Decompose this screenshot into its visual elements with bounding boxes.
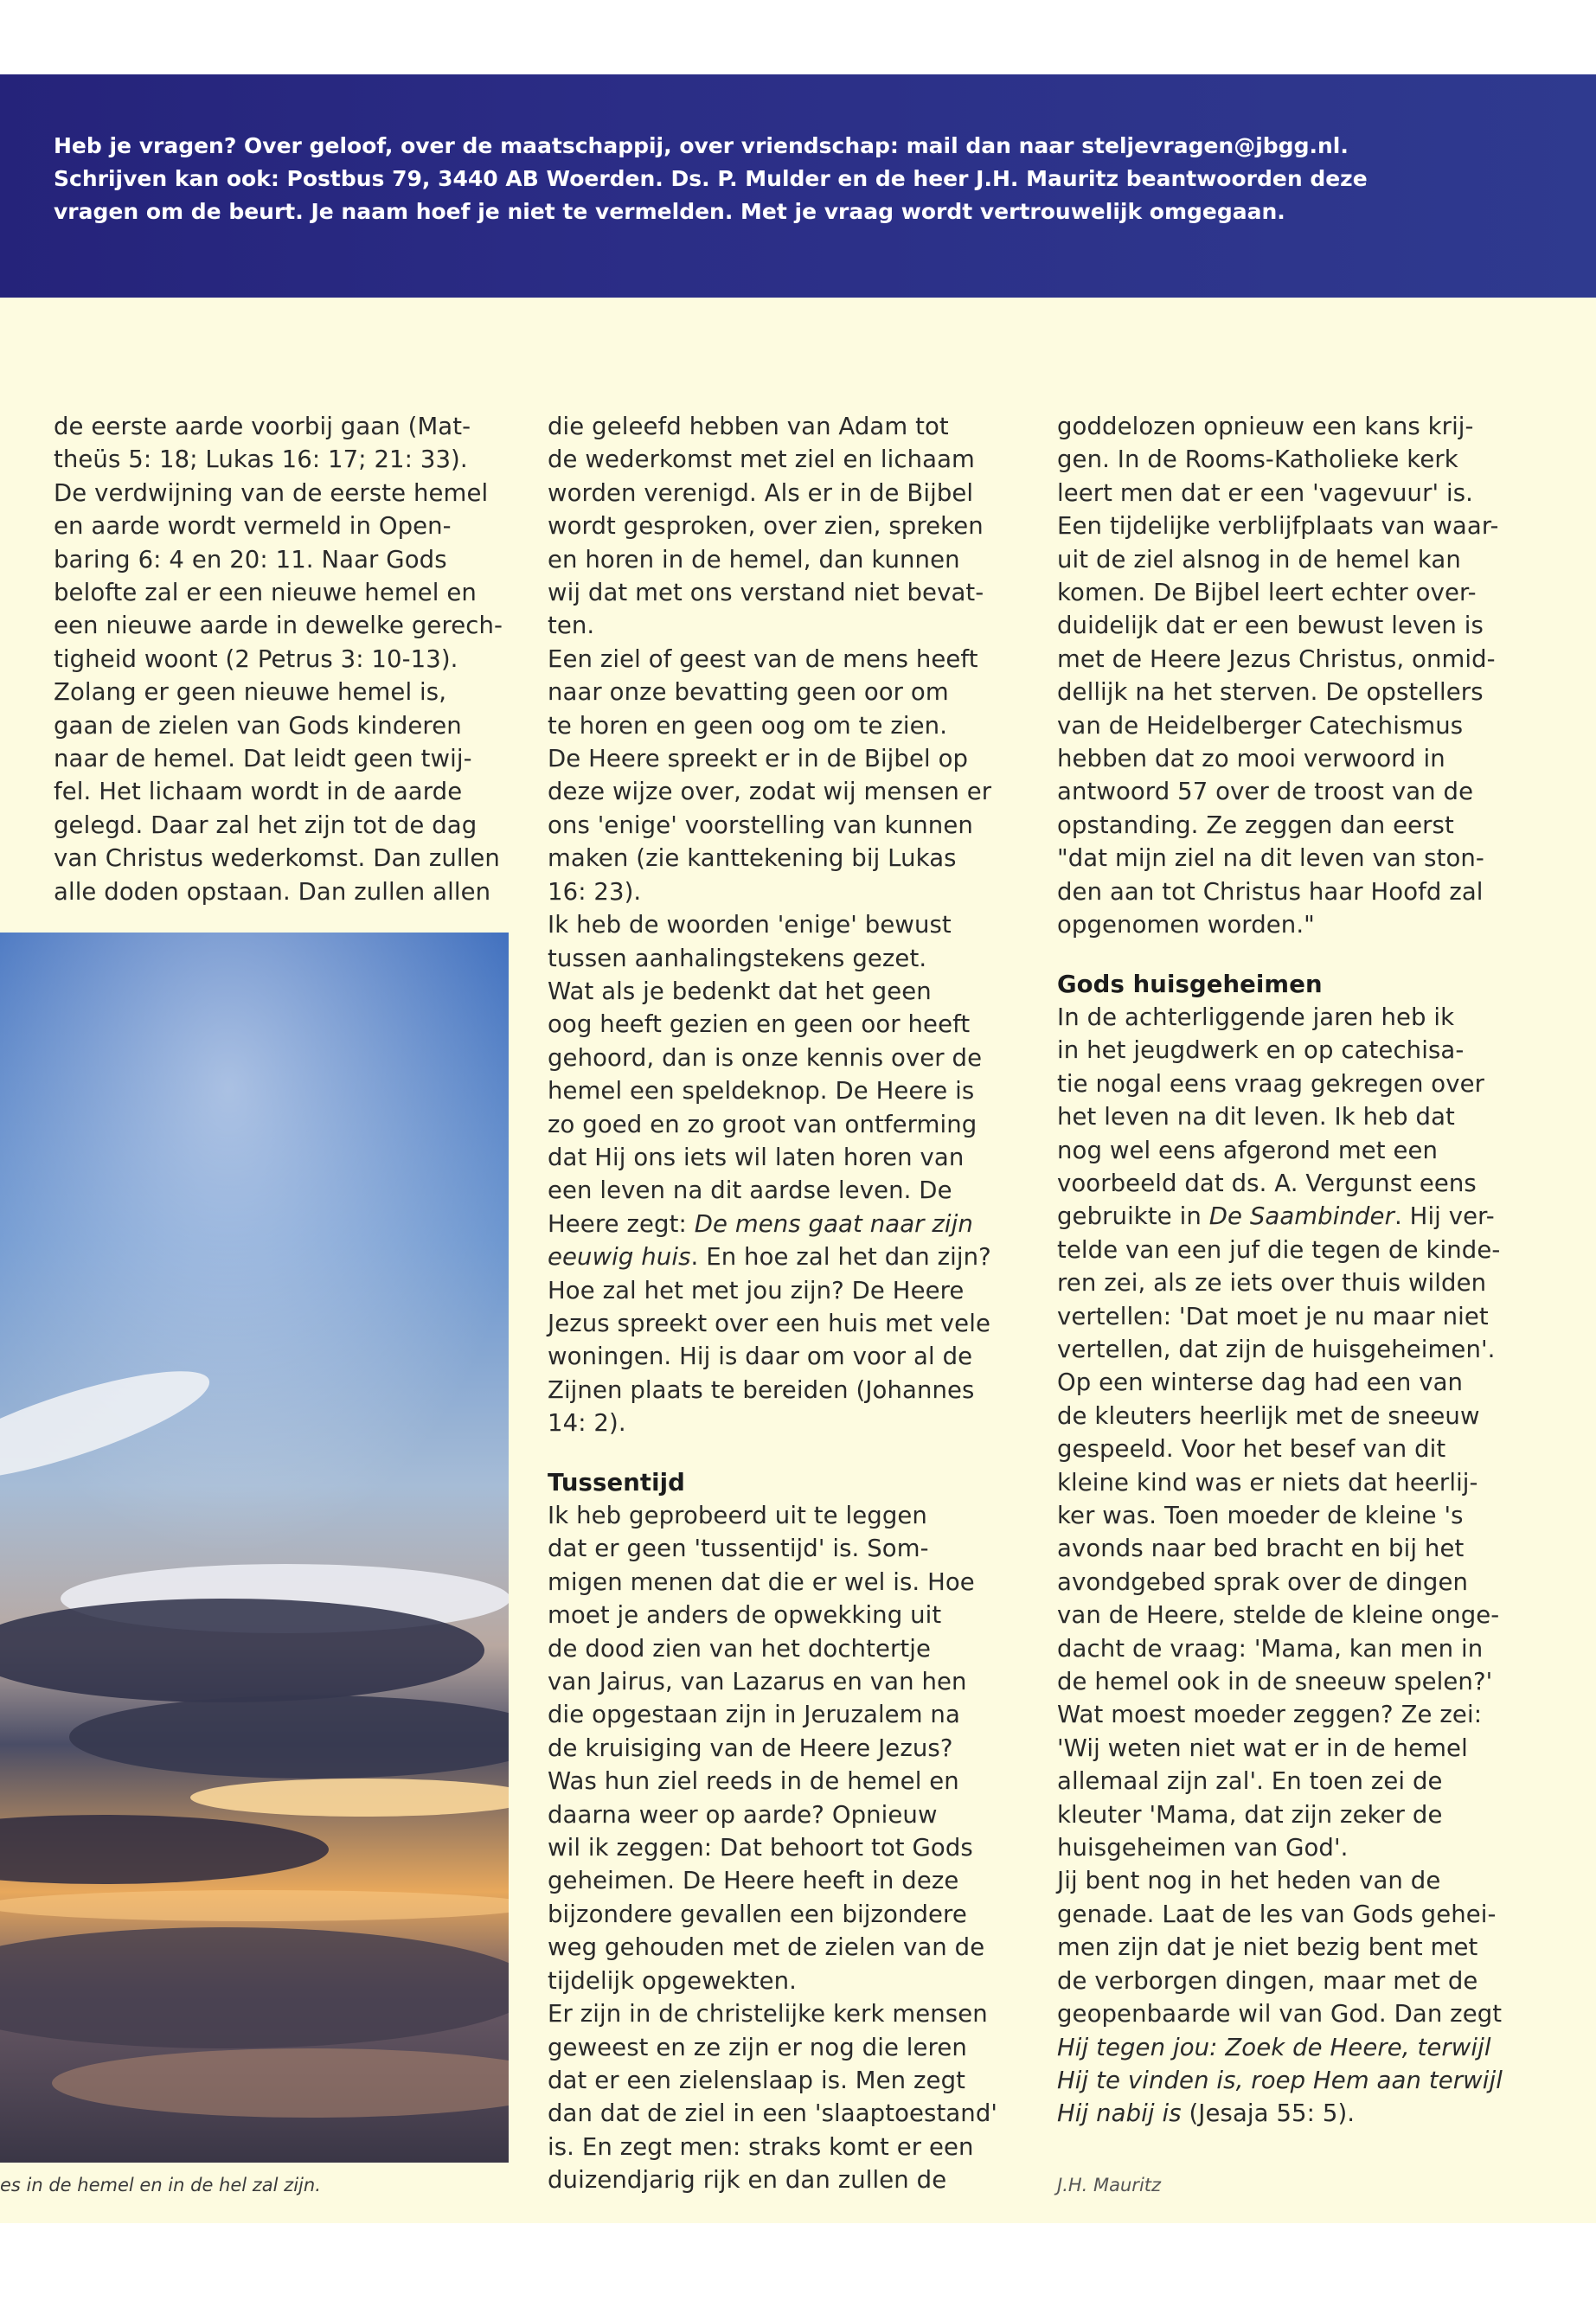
text-line: ker was. Toen moeder de kleine 's bbox=[1057, 1502, 1464, 1529]
text-line: huisgeheimen van God'. bbox=[1057, 1834, 1349, 1862]
sky-clouds-image bbox=[0, 933, 509, 2163]
text-line: wordt gesproken, over zien, spreken bbox=[548, 512, 984, 541]
text-line: wil ik zeggen: Dat behoort tot Gods bbox=[548, 1834, 973, 1862]
text-line: ren zei, als ze iets over thuis wilden bbox=[1057, 1269, 1487, 1298]
text-line: een leven na dit aardse leven. De bbox=[548, 1176, 952, 1205]
column-2 bbox=[548, 410, 997, 2197]
text-line: Wat als je bedenkt dat het geen bbox=[548, 977, 932, 1005]
header-line: vragen om de beurt. Je naam hoef je niet te vermelden. Met je vraag wordt vertrouwelijk omgegaan. bbox=[54, 199, 1285, 224]
text-line: allemaal zijn zal'. En toen zei de bbox=[1057, 1767, 1443, 1796]
text-line: Op een winterse dag had een van bbox=[1057, 1368, 1464, 1397]
text-line: de hemel ook in de sneeuw spelen?' bbox=[1057, 1668, 1493, 1696]
text-line: uit de ziel alsnog in de hemel kan bbox=[1057, 545, 1461, 574]
text-line: en horen in de hemel, dan kunnen bbox=[548, 545, 960, 574]
text-line: woningen. Hij is daar om voor al de bbox=[548, 1343, 973, 1371]
text-line bbox=[1057, 2097, 1503, 2130]
text-line: de eerste aarde voorbij gaan (Mat- bbox=[54, 413, 471, 440]
text-line: van Jairus, van Lazarus en van hen bbox=[548, 1668, 967, 1696]
text-line: in het jeugdwerk en op catechisa- bbox=[1057, 1036, 1465, 1065]
quote-italic: Hij tegen jou: Zoek de Heere, terwijl bbox=[1057, 2033, 1491, 2061]
text-line: genade. Laat de les van Gods gehei- bbox=[1057, 1900, 1497, 1928]
text-line: gelegd. Daar zal het zijn tot de dag bbox=[54, 811, 478, 839]
text-line: 'Wij weten niet wat er in de hemel bbox=[1057, 1734, 1468, 1762]
text-line: Was hun ziel reeds in de hemel en bbox=[548, 1767, 959, 1796]
text-line bbox=[548, 1240, 997, 1273]
text-line: duidelijk dat er een bewust leven is bbox=[1057, 612, 1484, 640]
text-line: hemel een speldeknop. De Heere is bbox=[548, 1077, 975, 1106]
text-line bbox=[1057, 1200, 1503, 1233]
text-line: den aan tot Christus haar Hoofd zal bbox=[1057, 877, 1484, 906]
text-line: is. En zegt men: straks komt er een bbox=[548, 2132, 974, 2161]
text-line: komen. De Bijbel leert echter over- bbox=[1057, 579, 1477, 607]
text-line: te horen en geen oog om te zien. bbox=[548, 711, 948, 740]
text-line: Wat moest moeder zeggen? Ze zei: bbox=[1057, 1701, 1483, 1729]
text-line: belofte zal er een nieuwe hemel en bbox=[54, 579, 477, 607]
quote-italic: Hij te vinden is, roep Hem aan terwijl bbox=[1057, 2066, 1503, 2094]
text-line: migen menen dat die er wel is. Hoe bbox=[548, 1567, 975, 1596]
text-run: . Hij ver- bbox=[1394, 1202, 1495, 1231]
text-line: tigheid woont (2 Petrus 3: 10-13). bbox=[54, 644, 458, 673]
text-line: men zijn dat je niet bezig bent met bbox=[1057, 1933, 1478, 1962]
quote-italic: De mens gaat naar zijn bbox=[694, 1209, 973, 1238]
text-line: hebben dat zo mooi verwoord in bbox=[1057, 745, 1445, 773]
text-line: ten. bbox=[548, 612, 595, 640]
text-line: duizendjarig rijk en dan zullen de bbox=[548, 2166, 947, 2195]
text-run: gebruikte in bbox=[1057, 1202, 1209, 1231]
text-line: dacht de vraag: 'Mama, kan men in bbox=[1057, 1634, 1484, 1663]
column-1 bbox=[54, 410, 503, 908]
text-line: Zolang er geen nieuwe hemel is, bbox=[54, 678, 447, 707]
quote-italic: eeuwig huis bbox=[548, 1243, 691, 1272]
text-line: zo goed en zo groot van ontferming bbox=[548, 1110, 977, 1138]
text-line: "dat mijn ziel na dit leven van ston- bbox=[1057, 844, 1484, 873]
text-line: met de Heere Jezus Christus, onmid- bbox=[1057, 644, 1496, 673]
text-line: opstanding. Ze zeggen dan eerst bbox=[1057, 811, 1454, 839]
text-line: dat er geen 'tussentijd' is. Som- bbox=[548, 1535, 929, 1563]
text-run: (Jesaja 55: 5). bbox=[1181, 2099, 1356, 2128]
text-line: moet je anders de opwekking uit bbox=[548, 1601, 942, 1630]
scripture-quote-italic bbox=[1057, 2031, 1503, 2064]
text-line: avondgebed sprak over de dingen bbox=[1057, 1567, 1469, 1596]
text-line: daarna weer op aarde? Opnieuw bbox=[548, 1800, 938, 1829]
text-line: fel. Het lichaam wordt in de aarde bbox=[54, 778, 463, 806]
text-line: Een tijdelijke verblijfplaats van waar- bbox=[1057, 512, 1499, 541]
text-line: Zijnen plaats te bereiden (Johannes bbox=[548, 1375, 975, 1404]
text-line: opgenomen worden." bbox=[1057, 911, 1315, 939]
text-line: Ik heb geprobeerd uit te leggen bbox=[548, 1502, 927, 1529]
text-line: tijdelijk opgewekten. bbox=[548, 1966, 797, 1995]
text-line: van de Heere, stelde de kleine onge- bbox=[1057, 1601, 1500, 1630]
text-line: tussen aanhalingstekens gezet. bbox=[548, 944, 927, 972]
section-heading: Tussentijd bbox=[548, 1468, 685, 1497]
text-line: weg gehouden met de zielen van de bbox=[548, 1933, 985, 1962]
text-line: de wederkomst met ziel en lichaam bbox=[548, 445, 975, 474]
section-heading: Gods huisgeheimen bbox=[1057, 970, 1323, 998]
text-line: naar de hemel. Dat leidt geen twij- bbox=[54, 745, 472, 773]
column-3 bbox=[1057, 410, 1503, 2131]
text-line: van de Heidelberger Catechismus bbox=[1057, 711, 1464, 740]
text-line: de kleuters heerlijk met de sneeuw bbox=[1057, 1401, 1480, 1430]
text-line: vertellen, dat zijn de huisgeheimen'. bbox=[1057, 1335, 1496, 1363]
text-line: kleuter 'Mama, dat zijn zeker de bbox=[1057, 1800, 1443, 1829]
text-line: dat Hij ons iets wil laten horen van bbox=[548, 1143, 965, 1171]
publication-title-italic: De Saambinder bbox=[1208, 1202, 1394, 1231]
text-line: geheimen. De Heere heeft in deze bbox=[548, 1867, 959, 1895]
text-line: Jij bent nog in het heden van de bbox=[1057, 1867, 1441, 1895]
text-line: gehoord, dan is onze kennis over de bbox=[548, 1043, 983, 1072]
text-run: Heere zegt: bbox=[548, 1209, 695, 1238]
text-line: gaan de zielen van Gods kinderen bbox=[54, 711, 462, 740]
text-line: antwoord 57 over de troost van de bbox=[1057, 778, 1474, 806]
text-line: voorbeeld dat ds. A. Vergunst eens bbox=[1057, 1169, 1477, 1197]
text-line: alle doden opstaan. Dan zullen allen bbox=[54, 877, 491, 906]
text-line: Er zijn in de christelijke kerk mensen bbox=[548, 2000, 988, 2029]
text-line: en aarde wordt vermeld in Open- bbox=[54, 512, 452, 541]
text-line: theüs 5: 18; Lukas 16: 17; 21: 33). bbox=[54, 445, 468, 474]
text-line: tie nogal eens vraag gekregen over bbox=[1057, 1069, 1485, 1098]
header-line: Heb je vragen? Over geloof, over de maatschappij, over vriendschap: mail dan naar steljevragen@jbgg.nl. bbox=[54, 133, 1349, 158]
text-line: deze wijze over, zodat wij mensen er bbox=[548, 778, 992, 806]
text-line: nog wel eens afgerond met een bbox=[1057, 1136, 1439, 1164]
text-run: . En hoe zal het dan zijn? bbox=[690, 1243, 991, 1272]
text-line: maken (zie kanttekening bij Lukas bbox=[548, 844, 957, 873]
text-line: De Heere spreekt er in de Bijbel op bbox=[548, 745, 969, 773]
text-line: het leven na dit leven. Ik heb dat bbox=[1057, 1103, 1455, 1131]
text-line: kleine kind was er niets dat heerlij- bbox=[1057, 1468, 1478, 1497]
magazine-page bbox=[0, 74, 1596, 2223]
text-line: van Christus wederkomst. Dan zullen bbox=[54, 844, 500, 873]
text-line: baring 6: 4 en 20: 11. Naar Gods bbox=[54, 545, 447, 574]
text-line: Jezus spreekt over een huis met vele bbox=[548, 1309, 990, 1337]
text-line: wij dat met ons verstand niet bevat- bbox=[548, 579, 984, 607]
text-line: Ik heb de woorden 'enige' bewust bbox=[548, 911, 952, 939]
text-line: dellijk na het sterven. De opstellers bbox=[1057, 678, 1484, 707]
text-line: leert men dat er een 'vagevuur' is. bbox=[1057, 478, 1474, 507]
text-line: de kruisiging van de Heere Jezus? bbox=[548, 1734, 953, 1762]
text-line: 16: 23). bbox=[548, 877, 642, 906]
text-line: worden verenigd. Als er in de Bijbel bbox=[548, 478, 974, 507]
text-line: avonds naar bed bracht en bij het bbox=[1057, 1535, 1465, 1563]
text-line: geopenbaarde wil van God. Dan zegt bbox=[1057, 2000, 1503, 2029]
text-line: een nieuwe aarde in dewelke gerech- bbox=[54, 612, 503, 640]
quote-italic: Hij nabij is bbox=[1057, 2099, 1182, 2128]
text-line: die opgestaan zijn in Jeruzalem na bbox=[548, 1701, 960, 1729]
text-line: die geleefd hebben van Adam tot bbox=[548, 413, 949, 440]
text-line bbox=[548, 1208, 997, 1240]
text-line: geweest en ze zijn er nog die leren bbox=[548, 2033, 967, 2061]
text-line: bijzondere gevallen een bijzondere bbox=[548, 1900, 967, 1928]
text-line: de verborgen dingen, maar met de bbox=[1057, 1966, 1478, 1995]
text-line: oog heeft gezien en geen oor heeft bbox=[548, 1010, 971, 1039]
header-banner bbox=[0, 74, 1596, 298]
text-line: dat er een zielenslaap is. Men zegt bbox=[548, 2066, 966, 2094]
text-line: Een ziel of geest van de mens heeft bbox=[548, 644, 978, 673]
author-signature: J.H. Mauritz bbox=[1057, 2175, 1162, 2195]
text-line: 14: 2). bbox=[548, 1409, 626, 1438]
text-line: De verdwijning van de eerste hemel bbox=[54, 478, 489, 507]
text-line: ons 'enige' voorstelling van kunnen bbox=[548, 811, 973, 839]
text-line: gespeeld. Voor het besef van dit bbox=[1057, 1435, 1446, 1464]
text-line: dan dat de ziel in een 'slaaptoestand' bbox=[548, 2099, 998, 2128]
header-line: Schrijven kan ook: Postbus 79, 3440 AB Woerden. Ds. P. Mulder en de heer J.H. Mauritz beantwoorden deze bbox=[54, 166, 1368, 191]
text-line: naar onze bevatting geen oor om bbox=[548, 678, 949, 707]
text-line: vertellen: 'Dat moet je nu maar niet bbox=[1057, 1302, 1489, 1330]
sky-photo bbox=[0, 933, 509, 2163]
scripture-quote-italic bbox=[1057, 2064, 1503, 2097]
text-line: de dood zien van het dochtertje bbox=[548, 1634, 932, 1663]
text-line: In de achterliggende jaren heb ik bbox=[1057, 1003, 1455, 1031]
photo-caption: es in de hemel en in de hel zal zijn. bbox=[0, 2175, 321, 2195]
text-line: gen. In de Rooms-Katholieke kerk bbox=[1057, 445, 1458, 474]
text-line: telde van een juf die tegen de kinde- bbox=[1057, 1235, 1501, 1264]
text-line: goddelozen opnieuw een kans krij- bbox=[1057, 413, 1474, 440]
text-line: Hoe zal het met jou zijn? De Heere bbox=[548, 1276, 965, 1304]
